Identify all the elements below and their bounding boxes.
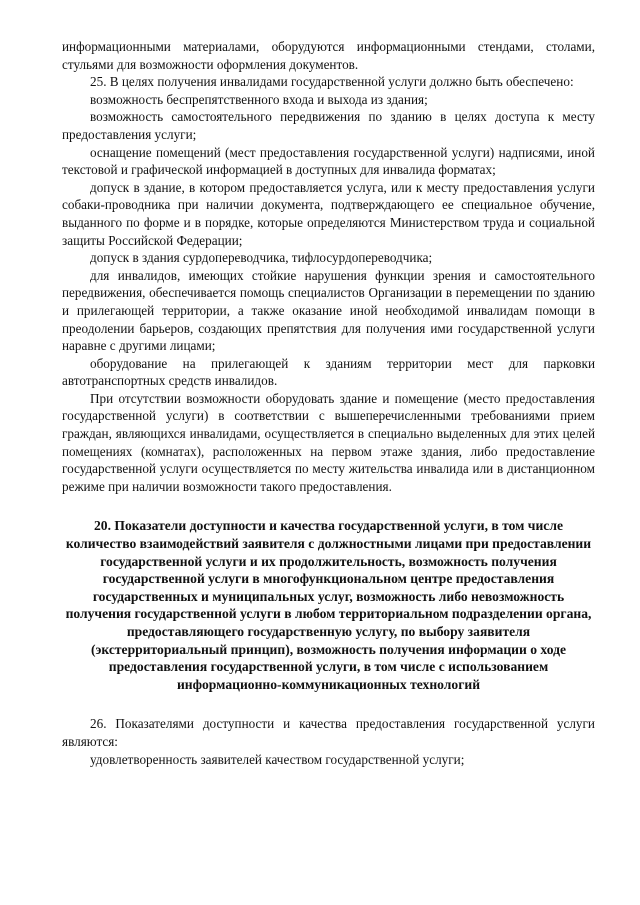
paragraph: удовлетворенность заявителей качеством государственной услуги; (90, 751, 465, 767)
paragraph: допуск в здания сурдопереводчика, тифлосурдопереводчика; (90, 250, 433, 266)
section-heading: 20. Показатели доступности и качества государственной услуги, в том числе количество взаимодействий заявителя с должностными лицами при предоставлении государственной услуги и их продолжительность, возможность получения государственной услуги в многофункциональном центре предоставления государственных и муниципальных услуг, возможность либо невозможность получения государственной услуги в любом территориальном подразделении органа, предоставляющего государственную услугу, по выбору заявителя (экстерриториальный принцип), возможность получения информации о ходе предоставления государственной услуги, в том числе с использованием информационно-коммуникационных технологий (65, 518, 592, 692)
paragraph: оснащение помещений (мест предоставления государственной услуги) надписями, иной текстовой и графической информацией в доступных для инвалида форматах; (62, 144, 595, 178)
section-top (62, 38, 595, 495)
paragraph: допуск в здание, в котором предоставляется услуга, или к месту предоставления услуги собаки-проводника при наличии документа, подтверждающего ее специальное обучение, выданного по форме и в порядке, которые определяются Министерством труда и социальной защиты Российской Федерации; (62, 179, 595, 248)
paragraph: возможность беспрепятственного входа и выхода из здания; (90, 91, 428, 107)
paragraph: возможность самостоятельного передвижения по зданию в целях доступа к месту предоставления услуги; (62, 109, 595, 142)
paragraph: 25. В целях получения инвалидами государственной услуги должно быть обеспечено: (90, 74, 574, 90)
paragraph: 26. Показателями доступности и качества предоставления государственной услуги являются: (62, 716, 595, 749)
paragraph: информационными материалами, оборудуются информационными стендами, столами, стульями для возможности оформления документов. (62, 39, 595, 72)
paragraph: для инвалидов, имеющих стойкие нарушения функции зрения и самостоятельного передвижения, обеспечивается помощь специалистов Организации в перемещении по зданию и прилегающей территории, а также оказание иной необходимой инвалидам помощи в преодолении барьеров, создающих препятствия для получения ими государственной услуги наравне с другими лицами; (62, 267, 595, 354)
paragraph: При отсутствии возможности оборудовать здание и помещение (место предоставления государственной услуги) в соответствии с вышеперечисленными требованиями прием граждан, являющихся инвалидами, осуществляется в специально выделенных для этих целей помещениях (комнатах), расположенных на первом этаже здания, либо предоставление государственной услуги осуществляется по месту жительства инвалида или в дистанционном режиме при наличии возможности такого предоставления. (62, 390, 595, 494)
section-bottom (62, 715, 595, 768)
paragraph: оборудование на прилегающей к зданиям территории мест для парковки автотранспортных средств инвалидов. (62, 355, 595, 389)
document-page (62, 38, 595, 768)
